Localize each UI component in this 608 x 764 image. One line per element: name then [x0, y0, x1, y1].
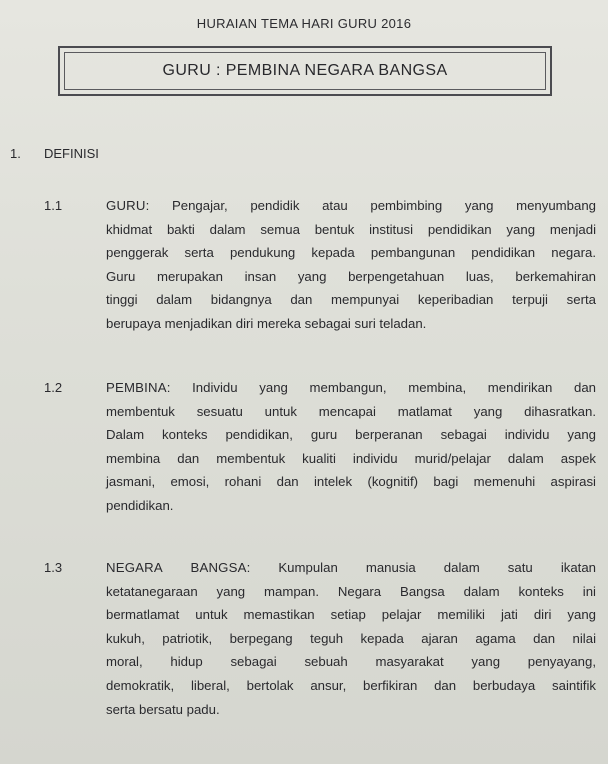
- item-body: [106, 376, 596, 518]
- item-body: [106, 194, 596, 336]
- section-title: DEFINISI: [44, 146, 99, 161]
- document-title: HURAIAN TEMA HARI GURU 2016: [196, 16, 412, 31]
- item-line: membentuk sesuatu untuk mencapai matlamat yang dihasratkan.: [106, 403, 596, 419]
- item-line: Guru merupakan insan yang berpengetahuan luas, berkemahiran: [106, 268, 596, 284]
- item-line: demokratik, liberal, bertolak ansur, berfikiran dan berbudaya saintifik: [106, 677, 596, 693]
- item-number: 1.3: [44, 560, 63, 575]
- item-line: kukuh, patriotik, berpegang teguh kepada ajaran agama dan nilai: [106, 630, 596, 646]
- item-line: moral, hidup sebagai sebuah masyarakat yang penyayang,: [106, 654, 596, 670]
- item-term: PEMBINA: [106, 380, 167, 395]
- item-line: jasmani, emosi, rohani dan intelek (kognitif) bagi memenuhi aspirasi: [106, 474, 596, 490]
- item-line: berupaya menjadikan diri mereka sebagai suri teladan.: [106, 315, 427, 331]
- section-heading: [10, 146, 99, 161]
- item-line: NEGARA BANGSA: Kumpulan manusia dalam satu ikatan: [106, 560, 597, 575]
- item-line: penggerak serta pendukung kepada pembangunan pendidikan negara.: [106, 245, 596, 261]
- item-term: GURU: [106, 198, 146, 213]
- theme-box: [58, 46, 552, 96]
- item-term: NEGARA BANGSA: [106, 560, 247, 575]
- section-number: 1.: [10, 146, 21, 161]
- item-line-text: Individu yang membangun, membina, mendirikan dan: [192, 380, 596, 395]
- theme-box-inner: [64, 52, 546, 90]
- item-line: GURU: Pengajar, pendidik atau pembimbing yang menyumbang: [106, 198, 597, 213]
- item-line: ketatanegaraan yang mampan. Negara Bangsa dalam konteks ini: [106, 583, 596, 599]
- item-line: khidmat bakti dalam semua bentuk institusi pendidikan yang menjadi: [106, 221, 596, 237]
- item-line: PEMBINA: Individu yang membangun, membina, mendirikan dan: [106, 380, 596, 395]
- item-number: 1.1: [44, 198, 63, 213]
- item-line: bermatlamat untuk memastikan setiap pelajar memiliki jati diri yang: [106, 607, 596, 623]
- item-body: [106, 556, 596, 721]
- item-line-text: Pengajar, pendidik atau pembimbing yang menyumbang: [171, 198, 597, 213]
- theme-text: GURU : PEMBINA NEGARA BANGSA: [162, 62, 448, 79]
- item-line: tinggi dalam bidangnya dan mempunyai keperibadian terpuji serta: [106, 292, 596, 308]
- item-line-text: Kumpulan manusia dalam satu ikatan: [278, 560, 597, 575]
- item-line: membina dan membentuk kualiti individu murid/pelajar dalam aspek: [106, 450, 596, 466]
- item-number: 1.2: [44, 380, 63, 395]
- item-line: Dalam konteks pendidikan, guru berperanan sebagai individu yang: [106, 427, 596, 443]
- item-line: pendidikan.: [106, 497, 174, 513]
- item-line: serta bersatu padu.: [106, 701, 220, 717]
